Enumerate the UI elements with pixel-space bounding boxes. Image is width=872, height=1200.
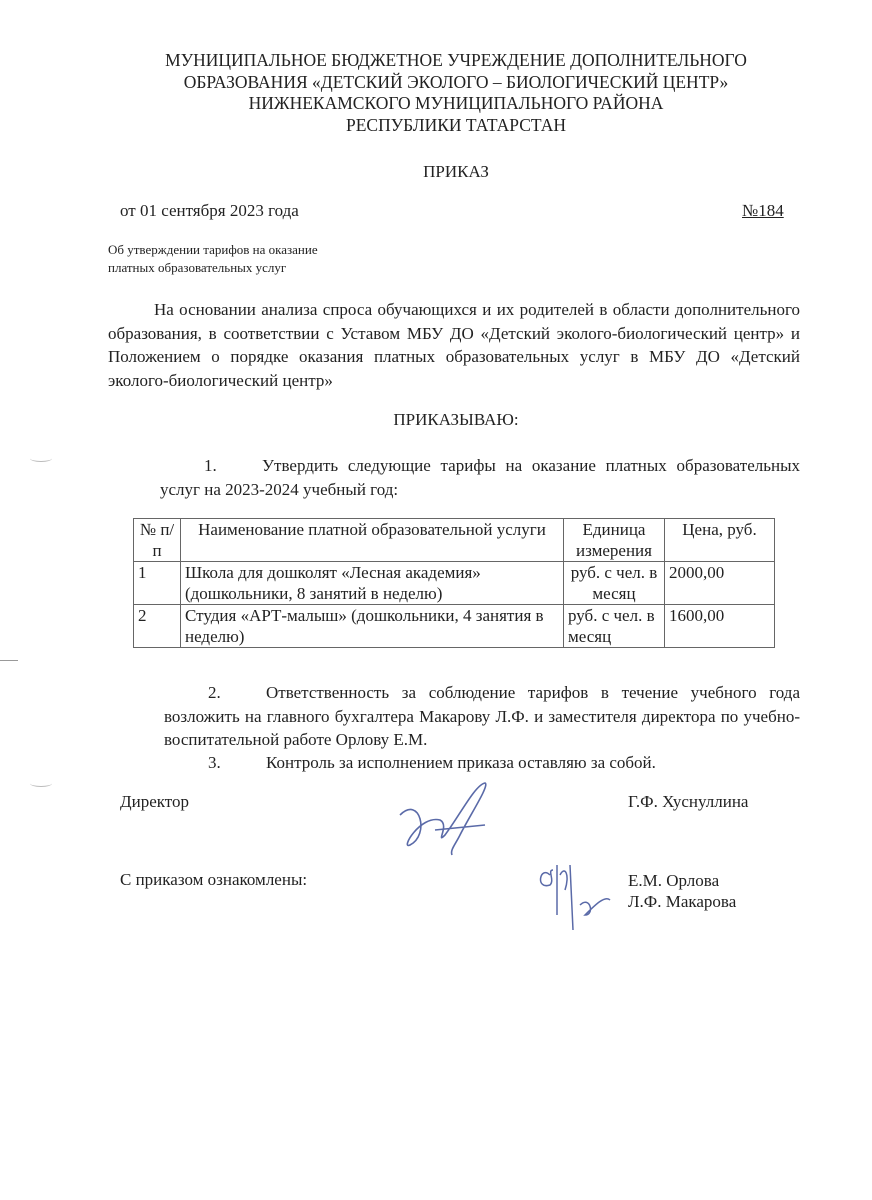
- ack-signatures: [535, 855, 620, 935]
- col-header: Наименование платной образовательной услуги: [181, 519, 564, 562]
- item-text: Ответственность за соблюдение тарифов в течение учебного года возложить на главного бухгалтера Макарову Л.Ф. и заместителя директора по учебно-воспитательной работе Орлову Е.М.: [164, 683, 800, 749]
- document-title: ПРИКАЗ: [423, 162, 489, 181]
- col-header: № п/п: [134, 519, 181, 562]
- director-name: Г.Ф. Хуснуллина: [628, 792, 749, 811]
- col-header: Цена, руб.: [665, 519, 775, 562]
- header-line: МУНИЦИПАЛЬНОЕ БЮДЖЕТНОЕ УЧРЕЖДЕНИЕ ДОПОЛНИТЕЛЬНОГО: [165, 50, 747, 70]
- header-line: НИЖНЕКАМСКОГО МУНИЦИПАЛЬНОГО РАЙОНА: [248, 93, 664, 113]
- director-label: Директор: [120, 792, 189, 811]
- acknowledged-names: [628, 870, 736, 912]
- cell: Школа для дошколят «Лесная академия» (дошкольники, 8 занятий в неделю): [181, 562, 564, 605]
- tariffs-table: [133, 518, 775, 648]
- cell: 2000,00: [665, 562, 775, 605]
- order-date: от 01 сентября 2023 года: [120, 201, 299, 220]
- table-row: [134, 562, 775, 605]
- acknowledgement-label: С приказом ознакомлены:: [120, 870, 308, 889]
- order-item-1: [160, 454, 800, 501]
- header-line: РЕСПУБЛИКИ ТАТАРСТАН: [345, 114, 566, 135]
- item-number: 1.: [204, 456, 217, 475]
- order-number: №184: [742, 201, 784, 220]
- subject-line: платных образовательных услуг: [108, 260, 287, 275]
- preamble: На основании анализа спроса обучающихся и их родителей в области дополнительного образования, в соответствии с Уставом МБУ ДО «Детский эколого-биологический центр» и Положением о порядке оказания платных образовательных услуг в МБУ ДО «Детский эколого-биологический центр»: [108, 300, 800, 390]
- scan-artifact: [30, 780, 52, 787]
- item-number: 2.: [208, 683, 221, 702]
- order-subject: [108, 241, 318, 277]
- item-text: Утвердить следующие тарифы на оказание платных образовательных услуг на 2023-2024 учебный год:: [160, 456, 800, 499]
- order-item-2: [164, 681, 800, 752]
- item-text: Контроль за исполнением приказа оставляю за собой.: [266, 753, 656, 772]
- scan-artifact: [0, 660, 18, 661]
- col-header: Единица измерения: [564, 519, 665, 562]
- cell: 1: [134, 562, 181, 605]
- item-number: 3.: [208, 753, 221, 772]
- ack-name: Л.Ф. Макарова: [628, 892, 737, 911]
- cell: Студия «АРТ-малыш» (дошкольники, 4 занятия в неделю): [181, 605, 564, 648]
- table-header-row: [134, 519, 775, 562]
- institution-header: [100, 50, 812, 136]
- ack-name: Е.М. Орлова: [628, 871, 720, 890]
- cell: 2: [134, 605, 181, 648]
- subject-line: Об утверждении тарифов на оказание: [108, 242, 318, 257]
- header-line: ОБРАЗОВАНИЯ «ДЕТСКИЙ ЭКОЛОГО – БИОЛОГИЧЕСКИЙ ЦЕНТР»: [183, 71, 729, 92]
- cell: 1600,00: [665, 605, 775, 648]
- director-signature: [390, 775, 500, 860]
- order-item-3: [164, 751, 800, 775]
- cell: руб. с чел. в месяц: [564, 562, 665, 605]
- order-word: ПРИКАЗЫВАЮ:: [393, 410, 519, 429]
- scan-artifact: [30, 455, 52, 462]
- cell: руб. с чел. в месяц: [564, 605, 665, 648]
- table-row: [134, 605, 775, 648]
